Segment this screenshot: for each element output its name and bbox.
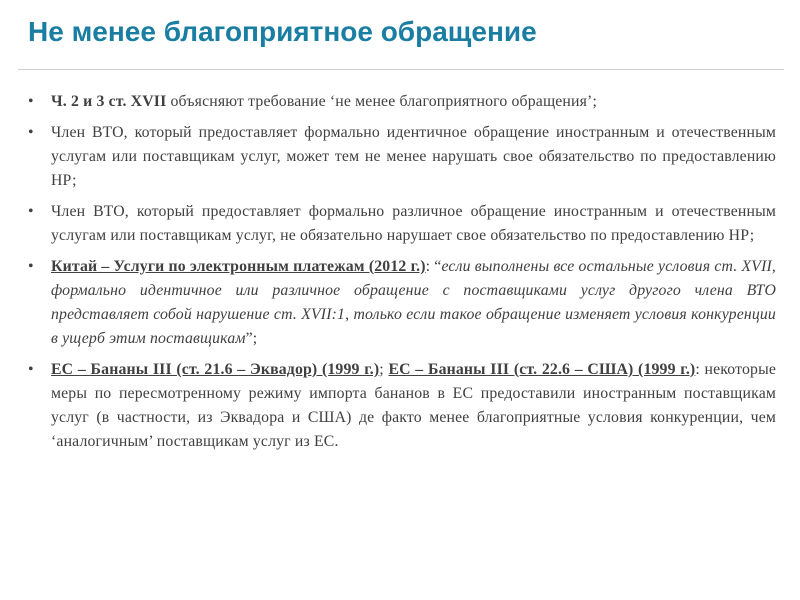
bullet-item-different-treatment	[26, 200, 776, 248]
article-reference: Ч. 2 и 3 ст. XVII	[51, 93, 167, 110]
bullet-item-identical-treatment	[26, 121, 776, 193]
bullet-list	[26, 90, 776, 461]
title-divider	[18, 69, 784, 70]
case-separator: ;	[379, 361, 389, 378]
bullet-text: Член ВТО, который предоставляет формально различное обращение иностранным и отечественным услугам или поставщикам услуг, не обязательно нарушает свое обязательство по предоставлению НР;	[51, 203, 776, 244]
bullet-item-article-xvii	[26, 90, 776, 114]
bullet-item-china-case	[26, 255, 776, 351]
case-citation-china: Китай – Услуги по электронным платежам (2012 г.)	[51, 258, 426, 275]
bullet-text: объясняют требование ‘не менее благоприятного обращения’;	[166, 93, 598, 110]
case-citation-usa: ЕС – Бананы III (ст. 22.6 – США) (1999 г.)	[388, 361, 696, 378]
quote-open: : “	[425, 258, 442, 275]
quote-close: ”;	[245, 330, 258, 347]
case-citation-ecuador: ЕС – Бананы III (ст. 21.6 – Эквадор) (1999 г.)	[51, 361, 380, 378]
bullet-text: : некоторые меры по пересмотренному режиму импорта бананов в ЕС предоставили иностранным поставщикам услуг (в частности, из Эквадора и США) де факто менее благоприятные условия конкуренции, чем ‘аналогичным’ поставщикам услуг из ЕС.	[51, 361, 777, 450]
bullet-text: Член ВТО, который предоставляет формально идентичное обращение иностранным и отечественным услугам или поставщикам услуг, может тем не менее нарушать свое обязательство по предоставлению НР;	[51, 124, 776, 189]
case-quote: если выполнены все остальные условия ст. XVII, формально идентичное или различное обращение с поставщиками услуг другого члена ВТО представляет собой нарушение ст. XVII:1, только если такое обращение изменяет условия конкуренции в ущерб этим поставщикам	[51, 258, 776, 347]
bullet-item-bananas-case	[26, 358, 776, 454]
slide-title: Не менее благоприятное обращение	[28, 16, 537, 47]
